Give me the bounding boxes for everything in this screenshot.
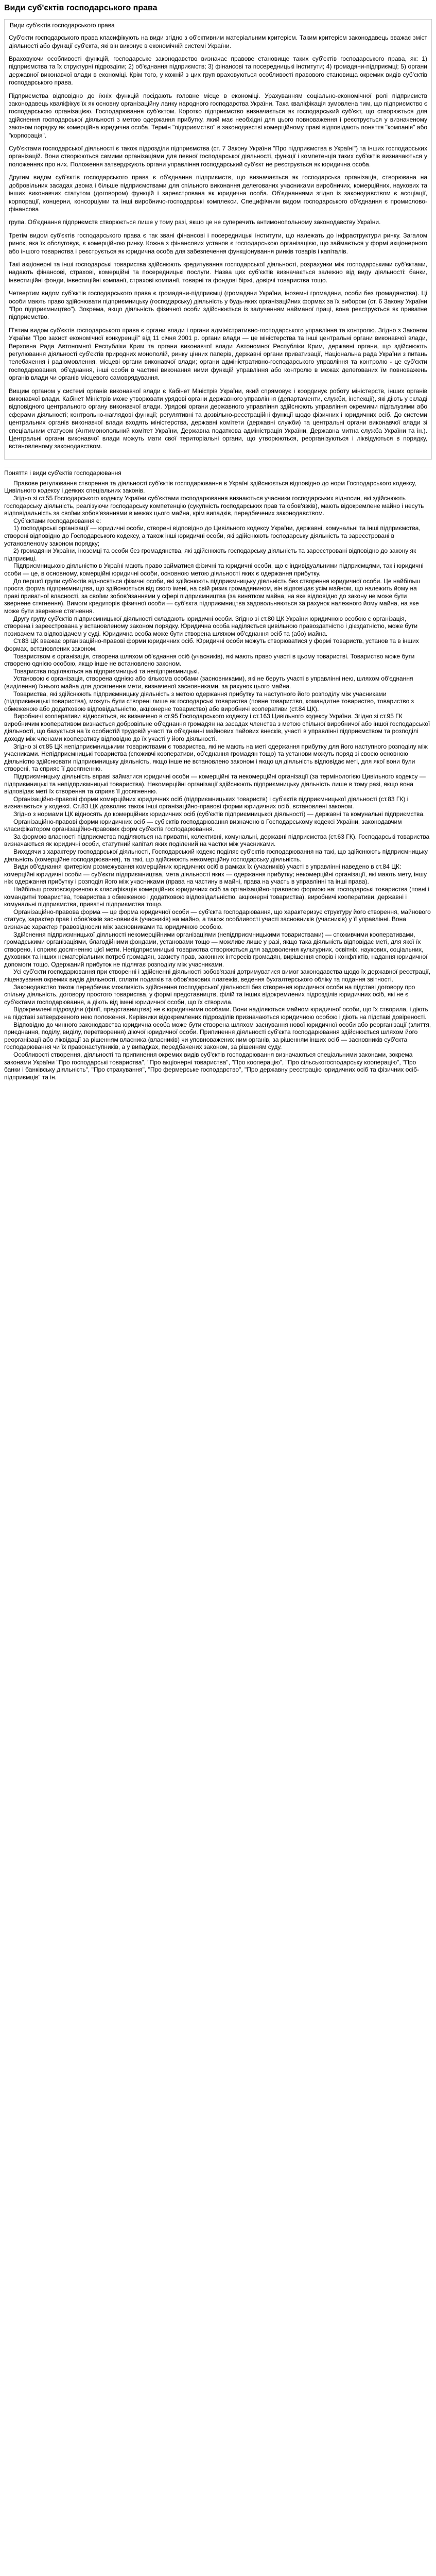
paragraph: Згідно зі ст.85 ЦК непідприємницькими товариствами є товариства, які не мають на меті одержання прибутку для його наступного розподілу між учасниками. Непідприємницькі товариства (споживчі кооперативи, об'єднання громадян тощо) та установи можуть поряд зі своєю основною діяльністю здійснювати підприємницьку діяльність, якщо інше не встановлено законом і якщо ця діяльність відповідає меті, для якої вони були створені, та сприяє її досягненню. — [4, 742, 428, 773]
paragraph: Другим видом суб'єктів господарського права є об'єднання підприємств, що визначається як господарська організація, створювана на добровільних засадах двома і більше підприємствами для спільного виконання делегованих учасниками виробничих, комерційних, наукових та інших виконавчих статутом (договором) функцій і зареєстрована як юридична особа. Об'єднаннями згідно із законодавством є асоціації, корпорації, концерни, консорціуми та інші виробничо-господарські комплекси. Специфічним видом господарського об'єднання є промислово-фінансова — [9, 174, 427, 213]
paragraph: Згідно з нормами ЦК відносять до комерційних юридичних осіб (суб'єктів підприємницької діяльності) — державні та комунальні підприємства. — [13, 810, 425, 818]
paragraph: Такі акціонерні та інші господарські товариства здійснюють кредитування господарської діяльності, розрахунки між господарськими суб'єктами, надають фінансові, страхові, комерційні та посередницькі послуги. Назва цих суб'єктів визначається залежно від виду діяльності: банки, інвестиційні фонди, інвестиційні компанії, страхові компанії, товарні та фондові біржі, довірчі товариства тощо. — [9, 260, 427, 284]
paragraph: Враховуючи особливості функцій, господарське законодавство визначає правове становище таких суб'єктів господарського права, як: 1) підприємства та їх структурні підрозділи; 2) об'єднання підприємств; 3) фінансові та посередницькі інститути; 4) громадяни-підприємці; 5) органи державної виконавчої влади в економіці. Крім того, у кожній з цих груп враховуються особливості правового становища окремих видів суб'єктів господарського права. — [9, 55, 427, 87]
paragraph: Вищим органом у системі органів виконавчої влади є Кабінет Міністрів України, який спрямовує і координує роботу міністерств, інших органів виконавчої влади. Кабінет Міністрів може утворювати урядові органи державного управління (департаменти, служби, інспекції), які діють у складі відповідного центрального органу виконавчої влади. Урядові органи державного управління здійснюють управління окремими підгалузями або сферами діяльності; контрольно-наглядові функції; регулятивні та дозвільно-реєстраційні функції щодо фізичних і юридичних осіб. До системи центральних органів виконавчої влади входять міністерства, державні комітети (державні служби) та центральні органи виконавчої влади зі спеціальним статусом (Антимонопольний комітет України, Державна податкова адміністрація України, Державна митна служба України та ін.). Центральні органи виконавчої влади можуть мати свої територіальні органи, що утворюються, реорганізуються і ліквідуються в порядку, встановленому законодавством. — [9, 387, 427, 450]
paragraph: Згідно зі ст.55 Господарського кодексу України суб'єктами господарювання визнаються учасники господарських відносин, які здійснюють господарську діяльність, реалізуючи господарську компетенцію (сукупність господарських прав та обов'язків), мають відокремлене майно і несуть відповідальність за своїми зобов'язаннями в межах цього майна, крім випадків, передбачених законодавством. — [4, 495, 424, 517]
paragraph: Підприємницьку діяльність вправі займатися юридичні особи — комерційні та некомерційні організації (за термінологією Цивільного кодексу — підприємницькі та непідприємницькі товариства). Некомерційні організації здійснюють підприємницьку діяльність лише в тому разі, якщо вона відповідає меті їх створення та сприяє її досягненню. — [4, 773, 426, 795]
paragraph: Суб'єкти господарського права класифікують на види згідно з об'єктивним матеріальним критерієм. Таким критерієм законодавець вважає зміст діяльності або функції суб'єкта, які він виконує в економічній системі України. — [9, 34, 427, 49]
section-entity-concepts — [4, 467, 432, 1081]
section-heading: Види суб'єктів господарського права — [10, 22, 115, 29]
paragraph: Усі суб'єкти господарювання при створенні і здійсненні діяльності зобов'язані дотримуватися вимог законодавства щодо їх державної реєстрації, ліцензування окремих видів діяльності, сплати податків та обов'язкових платежів, ведення бухгалтерського обліку та подання звітності. — [4, 968, 431, 984]
paragraph: Здійснення підприємницької діяльності некомерційними організаціями (непідприємницькими товариствами) — споживчими кооперативами, громадськими організаціями, благодійними фондами, установами тощо — можливе лише у разі, якщо така діяльність відповідає меті, для якої їх створено, і сприяє досягненню цієї мети. Непідприємницькі товариства створюються для задоволення культурних, освітніх, наукових, соціальних, духовних та інших нематеріальних потреб громадян, захисту прав, законних інтересів громадян, вирішення спорів і конфліктів, надання юридичної допомоги тощо. Одержаний прибуток не підлягає розподілу між учасниками. — [4, 930, 428, 968]
paragraph: Третім видом суб'єктів господарського права є так звані фінансові і посередницькі інститути, що належать до інфраструктури ринку. Загалом ринок, яка їх обслуговує, є комерційною ринку. Кожна з фінансових установ є господарською організацією, що займається у формі акціонерного або іншого товариства і реєструється як юридична особа для забезпечення функціонування ринків товарів і капіталів. — [9, 231, 427, 255]
paragraph: Товариства, які здійснюють підприємницьку діяльність з метою одержання прибутку та наступного його розподілу між учасниками (підприємницькі товариства), можуть бути створені лише як господарські товариства (повне товариство, командитне товариство, товариство з обмеженою або додатковою відповідальністю, акціонерне товариство) або виробничі кооперативи (ст.84 ЦК). — [4, 690, 414, 713]
paragraph: Організаційно-правова форма — це форма юридичної особи — суб'єкта господарювання, що характеризує структуру його створення, майнового статусу, характер прав і обов'язків засновників (учасників) на майно, а також особливості участі засновників (учасників) у її управлінні. Вона визначає характер правовідносин між засновниками та юридичною особою. — [4, 908, 431, 930]
paragraph: Організаційно-правові форми комерційних юридичних осіб (підприємницьких товариств) і суб'єктів підприємницької діяльності (ст.83 ГК) і визначається у кодексі. Ст.83 ЦК дозволяє також інші організаційно-правові форми юридичних осіб, встановлені законом. — [4, 795, 409, 810]
paragraph: група. Об'єднання підприємств створюється лише у тому разі, якщо це не суперечить антимонопольному законодавству України. — [9, 218, 381, 226]
paragraph: Ст.83 ЦК вважає організаційно-правові форми юридичних осіб. Юридичні особи можуть створюватися у формі товариств, установ та в інших формах, встановлених законом. — [4, 637, 419, 652]
paragraph: Види об'єднання критерієм розмежування комерційних юридичних осіб в рамках їх (учасників) участі в управлінні наведено в ст.84 ЦК: комерційні юридичні особи — суб'єкти підприємництва, мета діяльності яких — одержання прибутку; некомерційні організації, які мають мету, іншу ніж одержання прибутку і розподіл його між учасниками (права на частину в майні, права на участь в управлінні та інші права). — [4, 863, 427, 886]
paragraph: 2) громадяни України, іноземці та особи без громадянства, які здійснюють господарську діяльність та зареєстровані відповідно до закону як підприємці. — [4, 547, 416, 562]
paragraph: 1) господарські організації — юридичні особи, створені відповідно до Цивільного кодексу України, державні, комунальні та інші підприємства, створені відповідно до Господарського кодексу, а також інші юридичні особи, які здійснюють господарську діяльність та зареєстровані в установленому законом порядку; — [4, 524, 421, 547]
paragraph: За формою власності підприємства поділяються на приватні, колективні, комунальні, державні підприємства (ст.63 ГК). Господарські товариства визначаються як юридичні особи, статутний капітал яких поділений на частки між учасниками. — [4, 833, 430, 848]
paragraph: П'ятим видом суб'єктів господарського права є органи влади і органи адміністративно-господарського управління та контролю. Згідно з Законом України "Про захист економічної конкуренції" від 11 січня 2001 р. органи влади — це міністерства та інші центральні органи виконавчої влади, Верховна Рада Автономної Республіки Крим та органи виконавчої влади Автономної Республіки Крим, державні органи, що здійснюють регулювання діяльності суб'єктів природних монополій, ринку цінних паперів, державні органи приватизації, Національна рада України з питань телебачення і радіомовлення, місцеві органи виконавчої влади; органи адміністративно-господарського управління та контролю - це суб'єкти господарювання, об'єднання, інші особи в частині виконання ними функцій управління або контролю в межах делегованих їм повноважень органів влади чи органів місцевого самоврядування. — [9, 326, 427, 382]
paragraph: Відповідно до чинного законодавства юридична особа може бути створена шляхом заснування нової юридичної особи або реорганізації (злиття, приєднання, поділу, виділу, перетворення) діючої юридичної особи. Припинення діяльності суб'єкта господарювання здійснюється шляхом його реорганізації або ліквідації за рішенням власника (власників) чи уповноважених ним органів, за рішенням інших осіб — засновників суб'єкта господарювання чи їх правонаступників, а у випадках, передбачених законом, за рішенням суду. — [4, 1021, 431, 1051]
paragraph: Підприємницькою діяльністю в Україні мають право займатися фізичні та юридичні особи, що є індивідуальними підприємцями, так і юридичні особи — це, в основному, комерційні юридичні особи, основною метою діяльності яких є одержання прибутку. — [4, 562, 424, 577]
paragraph: Правове регулювання створення та діяльності суб'єктів господарювання в Україні здійснюється відповідно до норм Господарського кодексу, Цивільного кодексу і деяких спеціальних законів. — [4, 479, 416, 495]
paragraph: Товариства поділяються на підприємницькі та непідприємницькі. — [13, 667, 200, 675]
paragraph: Товариством є організація, створена шляхом об'єднання осіб (учасників), які мають право участі в цьому товаристві. Товариство може бути створено однією особою, якщо інше не встановлено законом. — [4, 652, 415, 668]
section-heading: Поняття і види суб'єктів господарювання — [4, 469, 121, 477]
paragraph: Організаційно-правові форми юридичних осіб — суб'єктів господарювання визначено в Господарському кодексі України, законодавчим класифікатором організаційно-правових форм суб'єктів господарювання. — [4, 818, 402, 833]
paragraph: Особливості створення, діяльності та припинення окремих видів суб'єктів господарювання визначаються спеціальними законами, зокрема законами України "Про господарські товариства", "Про акціонерні товариства", "Про кооперацію", "Про сільськогосподарську кооперацію", "Про банки і банківську діяльність", "Про страхування", "Про фермерське господарство", "Про державну реєстрацію юридичних осіб та фізичних осіб-підприємців" та ін. — [4, 1051, 419, 1081]
paragraph: Суб'єктами господарської діяльності є також підрозділи підприємства (ст. 7 Закону України "Про підприємства в Україні") та інших господарських організацій. Вони створюються самими організаціями для певної господарської діяльності, функції і компетенція таких суб'єктів визначаються у положеннях про них. Положення затверджують органи управління господарський суб'єкт не реєструється як юридична особа. — [9, 145, 427, 168]
paragraph: Виходячи з характеру господарської діяльності, Господарський кодекс поділяє суб'єктів господарювання на такі, що здійснюють підприємницьку діяльність (комерційне господарювання), та такі, що здійснюють некомерційну господарську діяльність. — [4, 848, 428, 863]
paragraph: Підприємства відповідно до їхніх функцій посідають головне місце в економіці. Урахуванням соціально-економічної ролі підприємств законодавець кваліфікує їх як основну організаційну ланку народного господарства України. Така кваліфікація зумовлена тим, що підприємство є господарською організацією. Господарювання суб'єктом. Коротко підприємство визначається як господарський суб'єкт, що створюється для здійснення господарської діяльності з метою одержання прибутку, який має необхідні для цього повноваження і реєструється у визначеному законом порядку як комерційна юридична особа. Термін "підприємство" в законодавстві комерційному праві відповідають поняття "компанія" або "корпорація". — [9, 92, 427, 139]
section-subject-types — [4, 19, 432, 460]
paragraph: Установою є організація, створена однією або кількома особами (засновниками), які не беруть участі в управлінні нею, шляхом об'єднання (виділення) їхнього майна для досягнення мети, визначеної засновниками, за рахунок цього майна. — [4, 675, 413, 690]
paragraph: Законодавство також передбачає можливість здійснення господарської діяльності без створення юридичної особи на підставі договору про спільну діяльність, договору простого товариства, у формі представництв, філій та інших відокремлених підрозділів юридичних осіб, які не є суб'єктами господарювання, а діють від імені юридичної особи, що їх створила. — [4, 983, 415, 1006]
paragraph: Четвертим видом суб'єктів господарського права є громадяни-підприємці (громадяни України, іноземні громадяни, особи без громадянства). Ці особи мають право здійснювати підприємницьку (господарську) діяльність у будь-яких організаційних формах за їх вибором (ст. 6 Закону України "Про підприємництво"). Зокрема, якщо діяльність фізичної особи здійснюється із залученням найманої праці, вона реєструється як приватне підприємство. — [9, 290, 427, 321]
paragraph: Відокремлені підрозділи (філії, представництва) не є юридичними особами. Вони наділяються майном юридичної особи, що їх створила, і діють на підставі затвердженого нею положення. Керівники відокремлених підрозділів призначаються юридичною особою і діють на підставі довіреності. — [4, 1006, 428, 1021]
page-title: Види суб'єктів господарського права — [4, 4, 158, 12]
paragraph: Найбільш розповсюдженою є класифікація комерційних юридичних осіб за організаційно-правовою формою на: господарські товариства (повні і командитні товариства, товариства з обмеженою і додатковою відповідальністю, акціонерні товариства), виробничі кооперативи, державні і комунальні підприємства, приватні підприємства тощо. — [4, 885, 429, 908]
paragraph: Виробничі кооперативи відносяться, як визначено в ст.95 Господарського кодексу і ст.163 Цивільного кодексу України. Згідно зі ст.95 ГК виробничим кооперативом визнається добровільне об'єднання громадян на засадах членства з метою спільної виробничої або іншої господарської діяльності, що базується на їх особистій трудовій участі та об'єднанні майнових пайових внесків, участі в управлінні підприємством та розподілі доходу між членами кооперативу відповідно до їх участі у його діяльності. — [4, 713, 430, 743]
paragraph: Другу групу суб'єктів підприємницької діяльності складають юридичні особи. Згідно зі ст.80 ЦК України юридичною особою є організація, створена і зареєстрована у встановленому законом порядку. Юридична особа наділяється цивільною правоздатністю і дієздатністю, може бути позивачем та відповідачем у суді. Юридична особа може бути створена шляхом об'єднання осіб та (або) майна. — [4, 615, 418, 637]
paragraph: Суб'єктами господарювання є: — [13, 517, 101, 524]
paragraph: До першої групи суб'єктів відносяться фізичні особи, які здійснюють підприємницьку діяльність без створення юридичної особи. Це найбільш проста форма підприємництва, що здійснюється від свого імені, на свій ризик громадянином, він відповідає усім майном, що належить йому на праві приватної власності, за своїми зобов'язаннями у сфері підприємництва (за винятком майна, на яке відповідно до закону не може бути звернене стягнення). Вимоги кредиторів фізичної особи — суб'єкта підприємництва задовольняються за рахунок належного йому майна, на яке може бути звернене стягнення. — [4, 577, 421, 615]
